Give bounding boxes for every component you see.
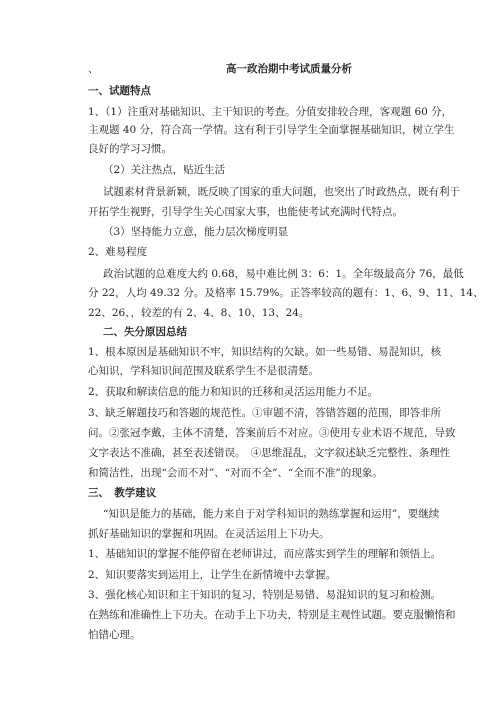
subheading: （3）坚持能力立意，能力层次梯度明显 — [103, 226, 289, 238]
section-3-heading: 三、 教学建议 — [88, 487, 157, 499]
paragraph-line: 分 22，人均 49.32 分。及格率 15.79%。正答率较高的题有：1、6、9、11、14、 — [88, 287, 484, 299]
paragraph-line: 1、（1）注重对基础知识、主干知识的考查。分值安排较合理，客观题 60 分， — [88, 106, 453, 118]
paragraph-line: 抓好基础知识的掌握和巩固。在灵活运用上下功夫。 — [88, 528, 330, 540]
section-1-heading: 一、试题特点 — [88, 85, 151, 97]
paragraph-line: 和简洁性，出现“会而不对”、“对而不全”、“全而不准”的现象。 — [88, 467, 383, 479]
paragraph-line: 在熟练和准确性上下功夫。在动手上下功夫，特别是主观性试题。要克服懒惰和 — [88, 609, 456, 621]
paragraph-line: 怕错心理。 — [88, 629, 141, 641]
subheading: （2）关注热点，贴近生活 — [103, 164, 226, 176]
paragraph-line: 3、强化核心知识和主干知识的复习，特别是易错、易混知识的复习和检测。 — [88, 589, 442, 601]
paragraph-line: 开拓学生视野，引导学生关心国家大事，也能使考试充满时代特点。 — [88, 206, 403, 218]
paragraph-line: 2、知识要落实到运用上，让学生在新情境中去掌握。 — [88, 569, 337, 581]
paragraph-line: 试题素材背景新颖，既反映了国家的重大问题，也突出了时政热点，既有利于 — [103, 186, 460, 198]
paragraph-line: 政治试题的总难度大约 0.68，易中难比例 3：6：1。全年级最高分 76，最低 — [103, 268, 464, 280]
paragraph-line: 文字表达不准确，甚至表述错误。 ④思维混乱，文字叙述缺乏完整性、条理性 — [88, 447, 451, 459]
paragraph-line: 主观题 40 分，符合高一学情。这有利于引导学生全面掌握基础知识，树立学生 — [88, 124, 455, 136]
paragraph-line: 心知识，学科知识间范围及联系学生不是很清楚。 — [88, 365, 319, 377]
page-title: 高一政治期中考试质量分析 — [226, 63, 352, 75]
paragraph-line: 1、基础知识的掌握不能停留在老师讲过，而应落实到学生的理解和领悟上。 — [88, 548, 442, 560]
section-2-heading: 二、失分原因总结 — [103, 326, 187, 338]
subheading: 2、难易程度 — [88, 246, 148, 258]
paragraph-line: 问。②张冠李戴，主体不清楚，答案前后不对应。③使用专业术语不规范，导致 — [88, 427, 456, 439]
paragraph-line: 1、根本原因是基础知识不牢，知识结构的欠缺。如一些易错、易混知识，核 — [88, 346, 442, 358]
paragraph-line: 良好的学习习惯。 — [88, 143, 172, 155]
paragraph-line: 2、获取和解读信息的能力和知识的迁移和灵活运用能力不足。 — [88, 386, 379, 398]
paragraph-line: 3、缺乏解题技巧和答题的规范性。①审题不清，答错答题的范围，即答非所 — [88, 407, 442, 419]
title-mark: 、 — [88, 63, 99, 75]
paragraph-line: “知识是能力的基础，能力来自于对学科知识的熟练掌握和运用”，要继续 — [103, 508, 440, 520]
paragraph-line: 22、26、，较差的有 2、4、8、10、13、24。 — [88, 307, 310, 319]
